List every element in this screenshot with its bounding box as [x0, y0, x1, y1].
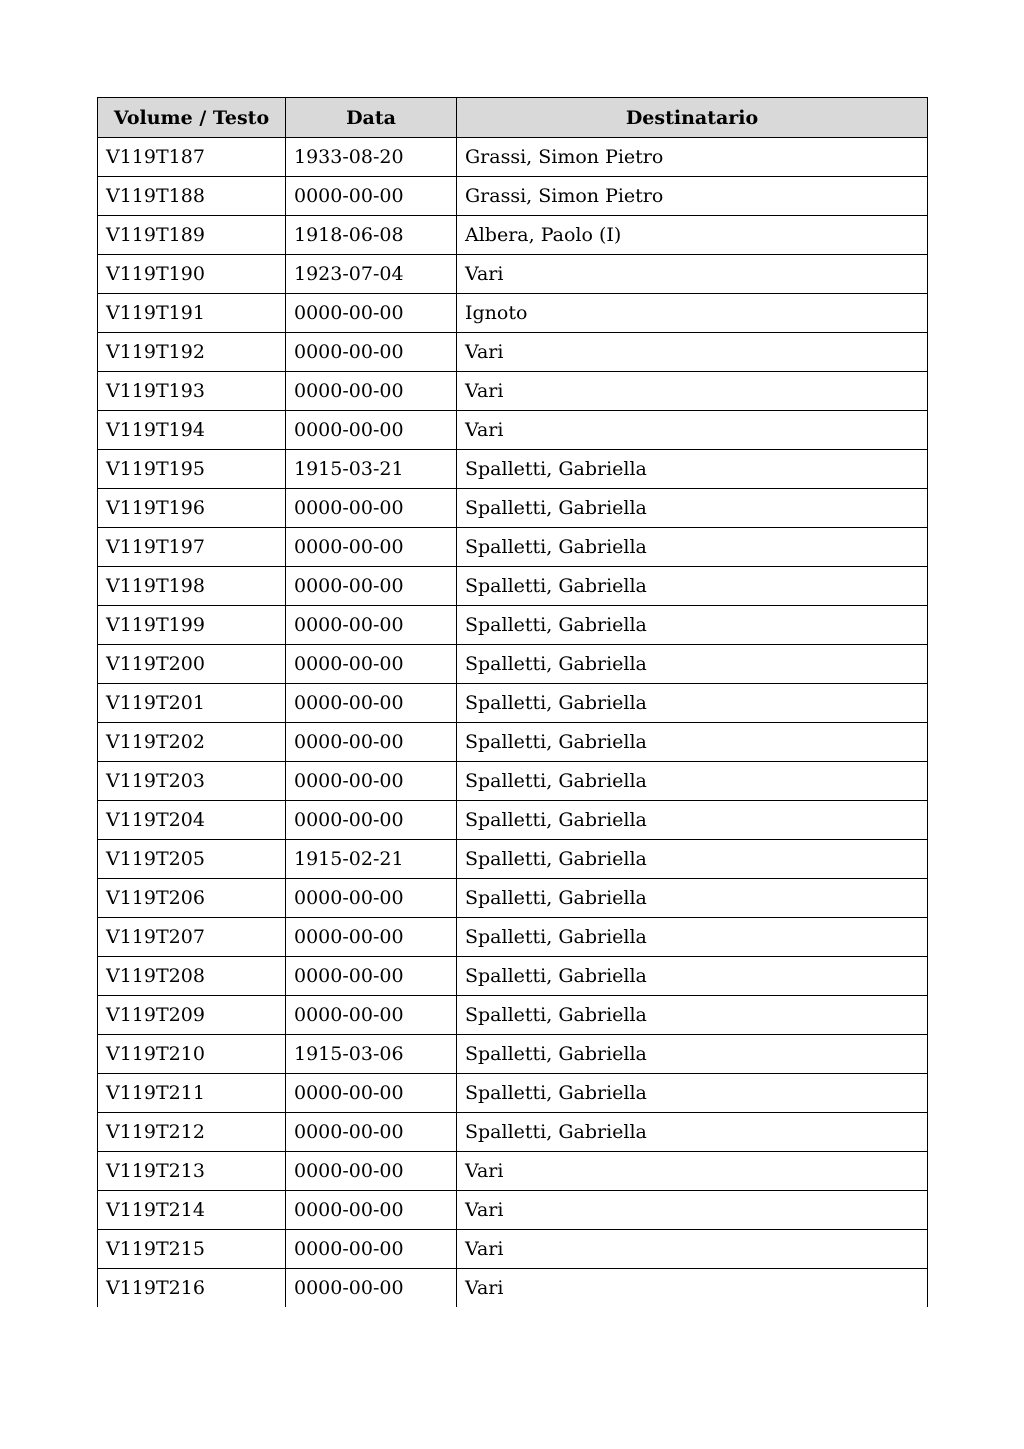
cell-recipient: Spalletti, Gabriella [457, 567, 928, 606]
column-header-date: Data [286, 98, 457, 138]
cell-date: 0000-00-00 [286, 294, 457, 333]
cell-recipient: Vari [457, 1230, 928, 1269]
cell-date: 0000-00-00 [286, 1113, 457, 1152]
table-row [98, 684, 928, 723]
cell-date: 0000-00-00 [286, 1191, 457, 1230]
cell-recipient: Spalletti, Gabriella [457, 606, 928, 645]
cell-volume: V119T190 [98, 255, 286, 294]
table-row [98, 489, 928, 528]
cell-recipient: Albera, Paolo (I) [457, 216, 928, 255]
cell-date: 0000-00-00 [286, 1230, 457, 1269]
table-row [98, 1152, 928, 1191]
cell-recipient: Spalletti, Gabriella [457, 1074, 928, 1113]
table-body [98, 138, 928, 1308]
cell-volume: V119T214 [98, 1191, 286, 1230]
table-row [98, 1269, 928, 1308]
cell-volume: V119T198 [98, 567, 286, 606]
cell-recipient: Spalletti, Gabriella [457, 528, 928, 567]
cell-date: 1915-02-21 [286, 840, 457, 879]
table-row [98, 1074, 928, 1113]
cell-date: 0000-00-00 [286, 1152, 457, 1191]
cell-volume: V119T197 [98, 528, 286, 567]
table-row [98, 801, 928, 840]
cell-date: 0000-00-00 [286, 879, 457, 918]
cell-volume: V119T207 [98, 918, 286, 957]
cell-volume: V119T212 [98, 1113, 286, 1152]
cell-volume: V119T194 [98, 411, 286, 450]
cell-date: 0000-00-00 [286, 1074, 457, 1113]
cell-recipient: Vari [457, 1269, 928, 1308]
cell-volume: V119T204 [98, 801, 286, 840]
cell-recipient: Spalletti, Gabriella [457, 489, 928, 528]
cell-recipient: Vari [457, 333, 928, 372]
cell-recipient: Spalletti, Gabriella [457, 879, 928, 918]
table-row [98, 411, 928, 450]
table-row [98, 1191, 928, 1230]
header-row [98, 98, 928, 138]
table-row [98, 1230, 928, 1269]
cell-volume: V119T196 [98, 489, 286, 528]
cell-date: 0000-00-00 [286, 372, 457, 411]
table-header [98, 98, 928, 138]
cell-recipient: Spalletti, Gabriella [457, 645, 928, 684]
cell-date: 0000-00-00 [286, 918, 457, 957]
cell-volume: V119T210 [98, 1035, 286, 1074]
table-row [98, 996, 928, 1035]
cell-volume: V119T215 [98, 1230, 286, 1269]
cell-date: 1923-07-04 [286, 255, 457, 294]
table-row [98, 762, 928, 801]
cell-recipient: Grassi, Simon Pietro [457, 138, 928, 177]
cell-date: 0000-00-00 [286, 723, 457, 762]
cell-recipient: Spalletti, Gabriella [457, 801, 928, 840]
cell-date: 1933-08-20 [286, 138, 457, 177]
cell-date: 0000-00-00 [286, 489, 457, 528]
cell-volume: V119T200 [98, 645, 286, 684]
table-row [98, 1113, 928, 1152]
cell-volume: V119T213 [98, 1152, 286, 1191]
column-header-volume: Volume / Testo [98, 98, 286, 138]
cell-recipient: Spalletti, Gabriella [457, 1113, 928, 1152]
table-row [98, 372, 928, 411]
cell-recipient: Vari [457, 1191, 928, 1230]
cell-volume: V119T208 [98, 957, 286, 996]
cell-volume: V119T188 [98, 177, 286, 216]
cell-recipient: Ignoto [457, 294, 928, 333]
cell-volume: V119T195 [98, 450, 286, 489]
table-row [98, 528, 928, 567]
table-row [98, 567, 928, 606]
cell-recipient: Spalletti, Gabriella [457, 840, 928, 879]
cell-date: 1918-06-08 [286, 216, 457, 255]
cell-volume: V119T211 [98, 1074, 286, 1113]
cell-date: 0000-00-00 [286, 333, 457, 372]
cell-date: 0000-00-00 [286, 684, 457, 723]
cell-volume: V119T203 [98, 762, 286, 801]
cell-date: 0000-00-00 [286, 996, 457, 1035]
cell-recipient: Spalletti, Gabriella [457, 684, 928, 723]
table-row [98, 294, 928, 333]
cell-volume: V119T202 [98, 723, 286, 762]
table-row [98, 255, 928, 294]
table-row [98, 918, 928, 957]
table-row [98, 606, 928, 645]
table-row [98, 723, 928, 762]
letters-table [97, 97, 928, 1307]
cell-volume: V119T189 [98, 216, 286, 255]
cell-volume: V119T209 [98, 996, 286, 1035]
cell-recipient: Spalletti, Gabriella [457, 762, 928, 801]
cell-date: 0000-00-00 [286, 567, 457, 606]
table-row [98, 840, 928, 879]
cell-recipient: Spalletti, Gabriella [457, 957, 928, 996]
cell-recipient: Spalletti, Gabriella [457, 723, 928, 762]
cell-recipient: Grassi, Simon Pietro [457, 177, 928, 216]
table-row [98, 450, 928, 489]
cell-date: 0000-00-00 [286, 528, 457, 567]
table-row [98, 1035, 928, 1074]
table-row [98, 645, 928, 684]
cell-date: 0000-00-00 [286, 957, 457, 996]
cell-volume: V119T201 [98, 684, 286, 723]
cell-date: 0000-00-00 [286, 1269, 457, 1308]
table-row [98, 216, 928, 255]
cell-date: 0000-00-00 [286, 645, 457, 684]
cell-date: 0000-00-00 [286, 762, 457, 801]
cell-date: 0000-00-00 [286, 801, 457, 840]
cell-volume: V119T206 [98, 879, 286, 918]
cell-volume: V119T193 [98, 372, 286, 411]
cell-volume: V119T187 [98, 138, 286, 177]
cell-volume: V119T192 [98, 333, 286, 372]
cell-recipient: Vari [457, 255, 928, 294]
cell-recipient: Vari [457, 372, 928, 411]
column-header-recipient: Destinatario [457, 98, 928, 138]
cell-recipient: Spalletti, Gabriella [457, 450, 928, 489]
cell-date: 0000-00-00 [286, 411, 457, 450]
cell-recipient: Vari [457, 411, 928, 450]
cell-recipient: Spalletti, Gabriella [457, 1035, 928, 1074]
cell-volume: V119T205 [98, 840, 286, 879]
table-row [98, 957, 928, 996]
table-row [98, 333, 928, 372]
table-row [98, 177, 928, 216]
table-row [98, 138, 928, 177]
cell-date: 1915-03-06 [286, 1035, 457, 1074]
cell-date: 0000-00-00 [286, 606, 457, 645]
cell-date: 1915-03-21 [286, 450, 457, 489]
table-row [98, 879, 928, 918]
cell-recipient: Spalletti, Gabriella [457, 918, 928, 957]
cell-volume: V119T199 [98, 606, 286, 645]
cell-date: 0000-00-00 [286, 177, 457, 216]
cell-volume: V119T216 [98, 1269, 286, 1308]
cell-volume: V119T191 [98, 294, 286, 333]
cell-recipient: Vari [457, 1152, 928, 1191]
cell-recipient: Spalletti, Gabriella [457, 996, 928, 1035]
